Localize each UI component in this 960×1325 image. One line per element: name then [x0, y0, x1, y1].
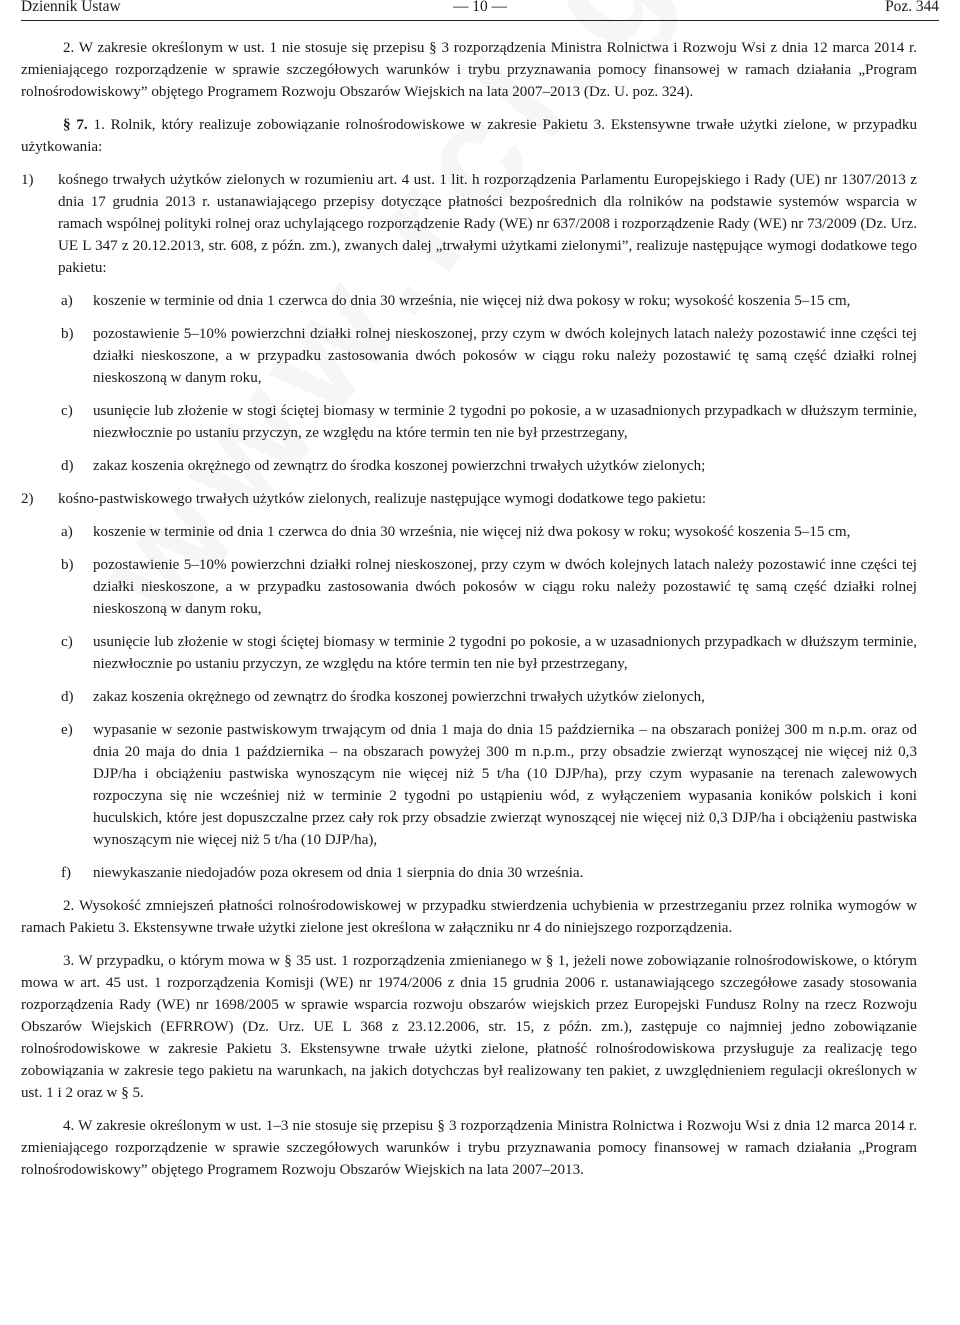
sub-marker: b) [61, 326, 74, 342]
sub-item-text: niewykaszanie niedojadów poza okresem od dnia 1 sierpnia do dnia 30 września. [93, 865, 584, 881]
section-number: § 7. [63, 117, 88, 133]
paragraph-7-2: 2. Wysokość zmniejszeń płatności rolnośrodowiskowej w przypadku stwierdzenia uchybienia w przestrzeganiu przez rolnika wymogów w ramach Pakietu 3. Ekstensywne trwałe użytki zielone jest określona w załączniku nr 4 do niniejszego rozporządzenia. [21, 898, 917, 936]
paragraph-2: 2. W zakresie określonym w ust. 1 nie stosuje się przepisu § 3 rozporządzenia Ministra Rolnictwa i Rozwoju Wsi z dnia 12 marca 2014 r. zmieniającego rozporządzenie w sprawie szczegółowych warunków i trybu przyznawania pomocy finansowej w ramach działania „Program rolnośrodowiskowy” objętego Programem Rozwoju Obszarów Wiejskich na lata 2007–2013 (Dz. U. poz. 324). [21, 40, 917, 100]
sub-item-text: zakaz koszenia okrężnego od zewnątrz do środka koszonej powierzchni trwałych użytków zielonych, [93, 689, 705, 705]
sub-item-text: koszenie w terminie od dnia 1 czerwca do dnia 30 września, nie więcej niż dwa pokosy w roku; wysokość koszenia 5–15 cm, [93, 293, 851, 309]
sub-item-2a [21, 521, 917, 543]
list-item-1 [21, 169, 917, 279]
sub-marker: c) [61, 403, 73, 419]
sub-marker: e) [61, 722, 73, 738]
section-7-intro [21, 114, 917, 158]
list-marker: 1) [21, 172, 34, 188]
sub-item-2e [21, 719, 917, 851]
sub-item-2f [21, 862, 917, 884]
sub-item-2b [21, 554, 917, 620]
paragraph-7-3: 3. W przypadku, o którym mowa w § 35 ust. 1 rozporządzenia zmienianego w § 1, jeżeli nowe zobowiązanie rolnośrodowiskowe, o którym mowa w art. 45 ust. 1 rozporządzenia Komisji (WE) nr 1974/2006 z dnia 15 grudnia 2006 r. ustanawiającego szczegółowe zasady stosowania rozporządzenia Rady (WE) nr 1698/2005 w sprawie wsparcia rozwoju obszarów wiejskich przez Europejski Fundusz Rolny na rzecz Rozwoju Obszarów Wiejskich (EFRROW) (Dz. Urz. UE L 368 z 23.12.2006, str. 15, z późn. zm.), zastępuje co najmniej jedno zobowiązanie rolnośrodowiskowe w zakresie Pakietu 3. Ekstensywne trwałe użytki zielone, płatność rolnośrodowiskowa przysługuje za realizację tego zobowiązania w zakresie tego pakietu na warunkach, na jakich dotychczas był realizowany ten pakiet, z uwzględnieniem regulacji określonych w ust. 1 i 2 oraz w § 5. [21, 953, 917, 1101]
sub-marker: d) [61, 689, 74, 705]
page-header [21, 0, 939, 21]
sub-item-text: pozostawienie 5–10% powierzchni działki rolnej nieskoszonej, przy czym w dwóch kolejnych latach należy pozostawić inne części tej działki nieskoszone, a w przypadku zastosowania dwóch pokosów w ciągu roku należy pozostawić tę samą część działki rolnej nieskoszoną w danym roku, [93, 557, 917, 617]
sub-item-text: usunięcie lub złożenie w stogi ściętej biomasy w terminie 2 tygodni po pokosie, a w uzasadnionych przypadkach w dłuższym terminie, niezwłocznie po ustaniu przyczyn, ze względu na które termin ten nie był przestrzegany, [93, 403, 917, 441]
sub-item-1d [21, 455, 917, 477]
document-body [21, 37, 917, 1181]
sub-marker: b) [61, 557, 74, 573]
sub-item-text: zakaz koszenia okrężnego od zewnątrz do środka koszonej powierzchni trwałych użytków zielonych; [93, 458, 706, 474]
list-item-text: kośno-pastwiskowego trwałych użytków zielonych, realizuje następujące wymogi dodatkowe tego pakietu: [58, 491, 707, 507]
sub-marker: c) [61, 634, 73, 650]
list-item-2 [21, 488, 917, 510]
list-item-text: kośnego trwałych użytków zielonych w rozumieniu art. 4 ust. 1 lit. h rozporządzenia Parlamentu Europejskiego i Rady (UE) nr 1307/2013 z dnia 17 grudnia 2013 r. ustanawiającego przepisy dotyczące płatności bezpośrednich dla rolników na podstawie systemów wsparcia w ramach wspólnej polityki rolnej oraz uchylającego rozporządzenie Rady (WE) nr 637/2008 i rozporządzenie Rady (WE) nr 73/2009 (Dz. Urz. UE L 347 z 20.12.2013, str. 608, z późn. zm.), zwanych dalej „trwałymi użytkami zielonymi”, realizuje następujące wymogi dodatkowe tego pakietu: [58, 172, 917, 276]
sub-marker: a) [61, 524, 73, 540]
paragraph-7-4: 4. W zakresie określonym w ust. 1–3 nie stosuje się przepisu § 3 rozporządzenia Ministra Rolnictwa i Rozwoju Wsi z dnia 12 marca 2014 r. zmieniającego rozporządzenie w sprawie szczegółowych warunków i trybu przyznawania pomocy finansowej w ramach działania „Program rolnośrodowiskowy” objętego Programem Rozwoju Obszarów Wiejskich na lata 2007–2013. [21, 1118, 917, 1178]
sub-item-1a [21, 290, 917, 312]
sub-marker: d) [61, 458, 74, 474]
sub-marker: a) [61, 293, 73, 309]
list-marker: 2) [21, 491, 34, 507]
sub-item-2d [21, 686, 917, 708]
sub-item-text: koszenie w terminie od dnia 1 czerwca do dnia 30 września, nie więcej niż dwa pokosy w roku; wysokość koszenia 5–15 cm, [93, 524, 851, 540]
section-7-text: 1. Rolnik, który realizuje zobowiązanie rolnośrodowiskowe w zakresie Pakietu 3. Ekstensywne trwałe użytki zielone, w przypadku użytkowania: [21, 117, 918, 155]
sub-item-text: wypasanie w sezonie pastwiskowym trwającym od dnia 1 maja do dnia 15 października – na obszarach poniżej 300 m n.p.m. oraz od dnia 20 maja do dnia 1 października – na obszarach powyżej 300 m n.p.m., przy obsadzie zwierząt wynoszącej nie więcej niż 0,3 DJP/ha i obciążeniu pastwiska wynoszącym nie więcej niż 5 t/ha (10 DJP/ha), przy czym wypasanie na terenach zalewowych rozpoczyna się nie wcześniej niż w terminie 2 tygodni po ustąpieniu wód, z wyłączeniem wypasania koników polskich i koni huculskich, które jest dopuszczalne przez cały rok przy obsadzie zwierząt wynoszącej nie więcej niż 0,3 DJP/ha i obciążeniu pastwiska wynoszącym nie więcej niż 5 t/ha (10 DJP/ha), [93, 722, 917, 848]
sub-item-text: pozostawienie 5–10% powierzchni działki rolnej nieskoszonej, przy czym w dwóch kolejnych latach należy pozostawić inne części tej działki nieskoszone, a w przypadku zastosowania dwóch pokosów w ciągu roku należy pozostawić tę samą część działki rolnej nieskoszoną w danym roku, [93, 326, 917, 386]
journal-title: Dziennik Ustaw [21, 0, 121, 15]
sub-item-1c [21, 400, 917, 444]
sub-marker: f) [61, 865, 72, 881]
sub-item-1b [21, 323, 917, 389]
sub-item-text: usunięcie lub złożenie w stogi ściętej biomasy w terminie 2 tygodni po pokosie, a w uzasadnionych przypadkach w dłuższym terminie, niezwłocznie po ustaniu przyczyn, ze względu na które termin ten nie był przestrzegany, [93, 634, 917, 672]
sub-item-2c [21, 631, 917, 675]
position-number: Poz. 344 [885, 0, 939, 15]
page-number: — 10 — [453, 0, 507, 15]
